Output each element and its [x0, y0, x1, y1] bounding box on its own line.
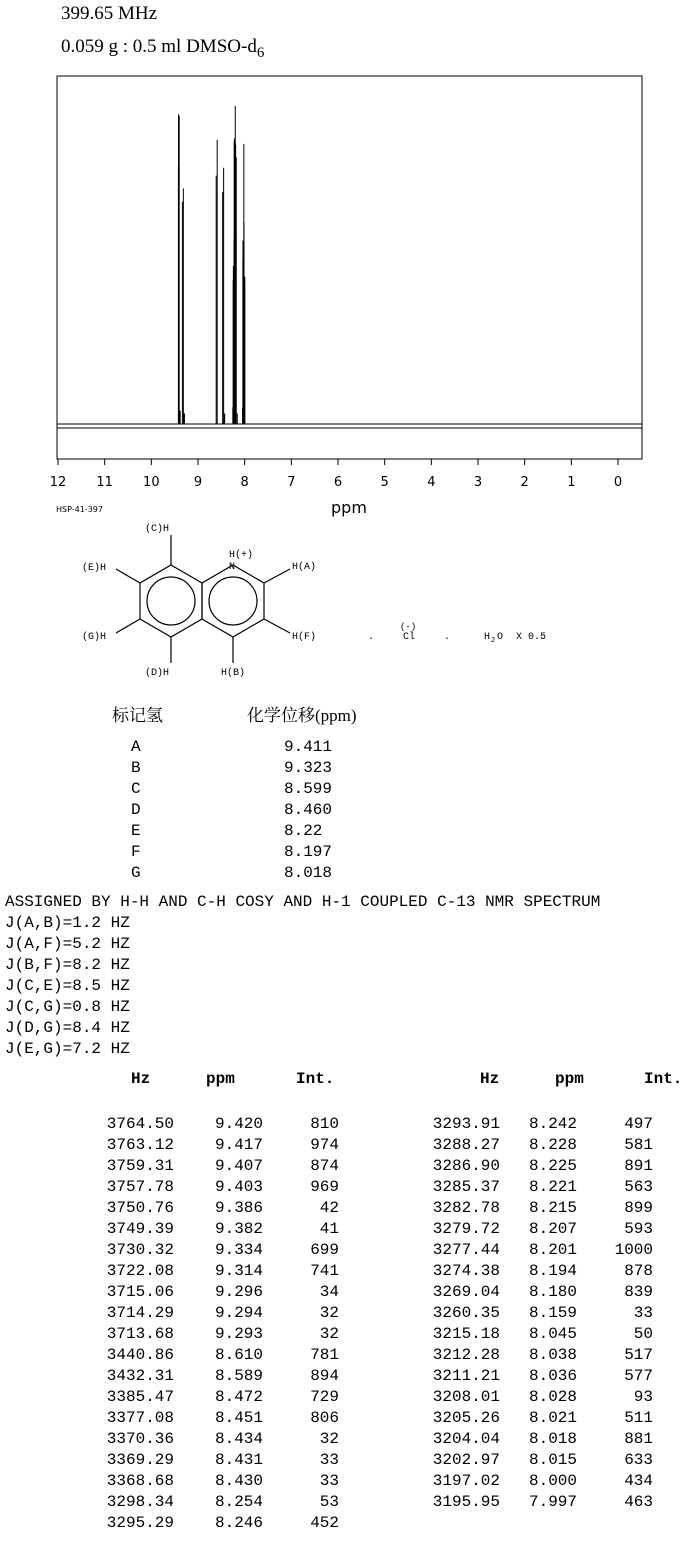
peak-hz: 3763.12: [106, 1136, 174, 1154]
peak-hz: 3757.78: [106, 1178, 174, 1196]
peak-int: 32: [319, 1304, 339, 1322]
peak-int: 974: [310, 1136, 339, 1154]
peak-int: 497: [624, 1115, 653, 1133]
water-h: H: [484, 632, 491, 643]
peak-ppm: 8.610: [214, 1346, 263, 1364]
sample-subscript: 6: [256, 44, 265, 61]
peak-hz: 3286.90: [432, 1157, 500, 1175]
peak-int: 463: [624, 1493, 653, 1511]
peak-ppm: 8.018: [528, 1430, 577, 1448]
peak-int: 729: [310, 1388, 339, 1406]
peak-hz: 3440.86: [106, 1346, 174, 1364]
peak-ppm: 8.215: [528, 1199, 577, 1217]
peak-hz: 3715.06: [106, 1283, 174, 1301]
dot-separator-1: .: [368, 632, 375, 643]
x-tick-label: 10: [143, 475, 160, 490]
peak-int: 563: [624, 1178, 653, 1196]
peak-hz: 3714.29: [106, 1304, 174, 1322]
assignment-label: A: [131, 738, 141, 756]
x-tick-label: 1: [567, 475, 576, 490]
bond-e: [116, 569, 140, 583]
peak-header-hz-right: Hz: [480, 1070, 500, 1088]
peak-hz: 3713.68: [106, 1325, 174, 1343]
peak-ppm: 9.382: [214, 1220, 263, 1238]
pyridine-ring: [202, 565, 264, 637]
peak-int: 41: [319, 1220, 339, 1238]
plot-frame: [57, 76, 642, 459]
x-tick-label: 6: [333, 475, 343, 490]
peak-ppm: 8.159: [528, 1304, 577, 1322]
peak-int: 699: [310, 1241, 339, 1259]
peak-hz: 3722.08: [106, 1262, 174, 1280]
peak-int: 969: [310, 1178, 339, 1196]
peak-hz: 3215.18: [432, 1325, 500, 1343]
peak-int: 93: [633, 1388, 653, 1406]
spectrum-code: HSP-41-397: [56, 505, 103, 514]
label-a: H(A): [292, 562, 317, 573]
peak-hz: 3369.29: [106, 1451, 174, 1469]
peak-hz: 3208.01: [432, 1388, 500, 1406]
peak-int: 434: [624, 1472, 653, 1490]
peak-ppm: 8.021: [528, 1409, 577, 1427]
peak-int: 894: [310, 1367, 339, 1385]
assignment-shift: 8.018: [284, 864, 333, 882]
peak-ppm: 8.254: [214, 1493, 263, 1511]
peak-int: 874: [310, 1157, 339, 1175]
peak-int: 32: [319, 1325, 339, 1343]
assignment-label: E: [131, 822, 141, 840]
peak-ppm: 8.225: [528, 1157, 577, 1175]
coupling-constant: J(A,B)=1.2 HZ: [5, 914, 130, 932]
assignment-shift: 8.460: [284, 801, 333, 819]
assignment-method-note: ASSIGNED BY H-H AND C-H COSY AND H-1 COUPLED C-13 NMR SPECTRUM: [5, 893, 601, 911]
peak-ppm: 8.221: [528, 1178, 577, 1196]
assignment-shift: 8.197: [284, 843, 333, 861]
peak-int: 781: [310, 1346, 339, 1364]
peak-hz: 3260.35: [432, 1304, 500, 1322]
peak-hz: 3197.02: [432, 1472, 500, 1490]
assignment-label: G: [131, 864, 141, 882]
peak-hz: 3764.50: [106, 1115, 174, 1133]
peak-ppm: 8.180: [528, 1283, 577, 1301]
assignment-shift: 8.599: [284, 780, 333, 798]
peak-ppm: 9.420: [214, 1115, 263, 1133]
label-nh: H(+): [229, 550, 254, 561]
peak-ppm: 8.434: [214, 1430, 263, 1448]
peak-ppm: 7.997: [528, 1493, 577, 1511]
peak-int: 1000: [614, 1241, 653, 1259]
peak-hz: 3432.31: [106, 1367, 174, 1385]
peak-hz: 3212.28: [432, 1346, 500, 1364]
water-o: O: [497, 632, 504, 643]
peak-hz: 3279.72: [432, 1220, 500, 1238]
peak-int: 34: [319, 1283, 339, 1301]
peak-hz: 3370.36: [106, 1430, 174, 1448]
sample-text: 0.059 g : 0.5 ml DMSO-d: [61, 36, 257, 57]
peak-int: 741: [310, 1262, 339, 1280]
peak-int: 581: [624, 1136, 653, 1154]
coupling-constant: J(C,G)=0.8 HZ: [5, 998, 130, 1016]
coupling-constant: J(B,F)=8.2 HZ: [5, 956, 130, 974]
coupling-constant: J(D,G)=8.4 HZ: [5, 1019, 130, 1037]
peak-header-int-right: Int.: [644, 1070, 683, 1088]
nmr-spectrum-chart: [0, 0, 694, 500]
label-f: H(F): [292, 632, 317, 643]
aromatic-circle-right: [209, 577, 257, 625]
label-c: (C)H: [145, 524, 170, 535]
peak-ppm: 9.293: [214, 1325, 263, 1343]
peak-int: 33: [319, 1451, 339, 1469]
x-axis-ticks: [58, 459, 618, 465]
peak-int: 517: [624, 1346, 653, 1364]
peak-header-int-left: Int.: [296, 1070, 335, 1088]
x-tick-label: 12: [49, 475, 67, 490]
peak-hz: 3759.31: [106, 1157, 174, 1175]
label-g: (G)H: [82, 632, 107, 643]
x-tick-label: 3: [473, 475, 483, 490]
peak-ppm: 8.000: [528, 1472, 577, 1490]
x-axis-tick-labels: [50, 475, 622, 490]
peak-int: 32: [319, 1430, 339, 1448]
peak-ppm: 8.201: [528, 1241, 577, 1259]
peak-header-hz-left: Hz: [131, 1070, 151, 1088]
assignment-shift: 8.22: [284, 822, 323, 840]
peak-hz: 3293.91: [432, 1115, 500, 1133]
aromatic-circle-left: [147, 577, 195, 625]
peak-int: 50: [633, 1325, 653, 1343]
spectrometer-frequency: 399.65 MHz: [61, 3, 158, 24]
peak-hz: 3285.37: [432, 1178, 500, 1196]
chloride-charge: (-): [400, 622, 417, 632]
peak-hz: 3750.76: [106, 1199, 174, 1217]
peak-hz: 3211.21: [432, 1367, 500, 1385]
peak-hz: 3202.97: [432, 1451, 500, 1469]
peak-ppm: 8.430: [214, 1472, 263, 1490]
peak-hz: 3295.29: [106, 1514, 174, 1532]
x-tick-label: 2: [520, 475, 529, 490]
bond-g: [116, 619, 140, 633]
coupling-constant: J(C,E)=8.5 HZ: [5, 977, 130, 995]
x-tick-label: 0: [613, 475, 623, 490]
assignment-shift: 9.411: [284, 738, 333, 756]
peak-header-ppm-right: ppm: [555, 1070, 584, 1088]
peak-ppm: 8.036: [528, 1367, 577, 1385]
peak-ppm: 8.207: [528, 1220, 577, 1238]
peak-int: 839: [624, 1283, 653, 1301]
water-subscript: 2: [491, 637, 496, 645]
peak-ppm: 8.431: [214, 1451, 263, 1469]
peak-ppm: 8.015: [528, 1451, 577, 1469]
peak-hz: 3385.47: [106, 1388, 174, 1406]
peak-hz: 3277.44: [432, 1241, 500, 1259]
dot-separator-2: .: [444, 632, 451, 643]
peak-int: 881: [624, 1430, 653, 1448]
peak-hz: 3377.08: [106, 1409, 174, 1427]
peak-ppm: 8.589: [214, 1367, 263, 1385]
peak-int: 806: [310, 1409, 339, 1427]
peak-header-ppm-left: ppm: [206, 1070, 235, 1088]
peak-ppm: 8.045: [528, 1325, 577, 1343]
peak-int: 42: [319, 1199, 339, 1217]
peak-hz: 3204.04: [432, 1430, 500, 1448]
peak-hz: 3368.68: [106, 1472, 174, 1490]
benzene-ring: [140, 565, 202, 637]
assignment-label: B: [131, 759, 141, 777]
peak-ppm: 8.246: [214, 1514, 263, 1532]
peak-hz: 3195.95: [432, 1493, 500, 1511]
molecule-structure: [0, 515, 694, 685]
bond-f: [264, 619, 290, 633]
peak-int: 577: [624, 1367, 653, 1385]
peak-ppm: 8.038: [528, 1346, 577, 1364]
label-n: N: [229, 562, 236, 573]
assignment-header-label: 标记氢: [112, 706, 163, 725]
peak-int: 878: [624, 1262, 653, 1280]
peak-int: 511: [624, 1409, 653, 1427]
assignment-label: D: [131, 801, 141, 819]
peak-hz: 3274.38: [432, 1262, 500, 1280]
x-tick-label: 4: [427, 475, 436, 490]
x-tick-label: 11: [96, 475, 113, 490]
peak-int: 891: [624, 1157, 653, 1175]
bond-a: [264, 569, 290, 583]
peak-hz: 3749.39: [106, 1220, 174, 1238]
peak-hz: 3298.34: [106, 1493, 174, 1511]
x-tick-label: 5: [380, 475, 389, 490]
assignment-shift: 9.323: [284, 759, 333, 777]
assignment-label: F: [131, 843, 141, 861]
peak-ppm: 9.386: [214, 1199, 263, 1217]
peak-int: 452: [310, 1514, 339, 1532]
spectrum-peaks: [178, 106, 244, 424]
peak-int: 810: [310, 1115, 339, 1133]
label-e: (E)H: [82, 563, 107, 574]
peak-ppm: 9.403: [214, 1178, 263, 1196]
peak-ppm: 8.451: [214, 1409, 263, 1427]
peak-ppm: 8.194: [528, 1262, 577, 1280]
peak-hz: 3730.32: [106, 1241, 174, 1259]
peak-hz: 3282.78: [432, 1199, 500, 1217]
peak-ppm: 8.242: [528, 1115, 577, 1133]
peak-int: 633: [624, 1451, 653, 1469]
peak-ppm: 8.472: [214, 1388, 263, 1406]
peak-int: 33: [319, 1472, 339, 1490]
x-tick-label: 7: [287, 475, 296, 490]
peak-int: 899: [624, 1199, 653, 1217]
coupling-constant: J(E,G)=7.2 HZ: [5, 1040, 130, 1058]
peak-ppm: 9.296: [214, 1283, 263, 1301]
x-tick-label: 9: [193, 475, 203, 490]
peak-hz: 3288.27: [432, 1136, 500, 1154]
peak-ppm: 9.417: [214, 1136, 263, 1154]
peak-ppm: 9.314: [214, 1262, 263, 1280]
assignment-label: C: [131, 780, 141, 798]
x-tick-label: 8: [240, 475, 249, 490]
water-multiplier: X 0.5: [516, 632, 547, 643]
label-b: H(B): [221, 668, 246, 679]
peak-int: 33: [633, 1304, 653, 1322]
peak-ppm: 9.407: [214, 1157, 263, 1175]
peak-ppm: 8.028: [528, 1388, 577, 1406]
assignment-header-shift: 化学位移(ppm): [247, 706, 357, 725]
coupling-constant: J(A,F)=5.2 HZ: [5, 935, 130, 953]
peak-ppm: 8.228: [528, 1136, 577, 1154]
label-d: (D)H: [145, 668, 170, 679]
peak-hz: 3205.26: [432, 1409, 500, 1427]
x-axis-label: ppm: [331, 498, 367, 517]
peak-int: 53: [319, 1493, 339, 1511]
chloride-symbol: Cl: [403, 632, 416, 643]
peak-ppm: 9.294: [214, 1304, 263, 1322]
peak-hz: 3269.04: [432, 1283, 500, 1301]
peak-int: 593: [624, 1220, 653, 1238]
peak-ppm: 9.334: [214, 1241, 263, 1259]
